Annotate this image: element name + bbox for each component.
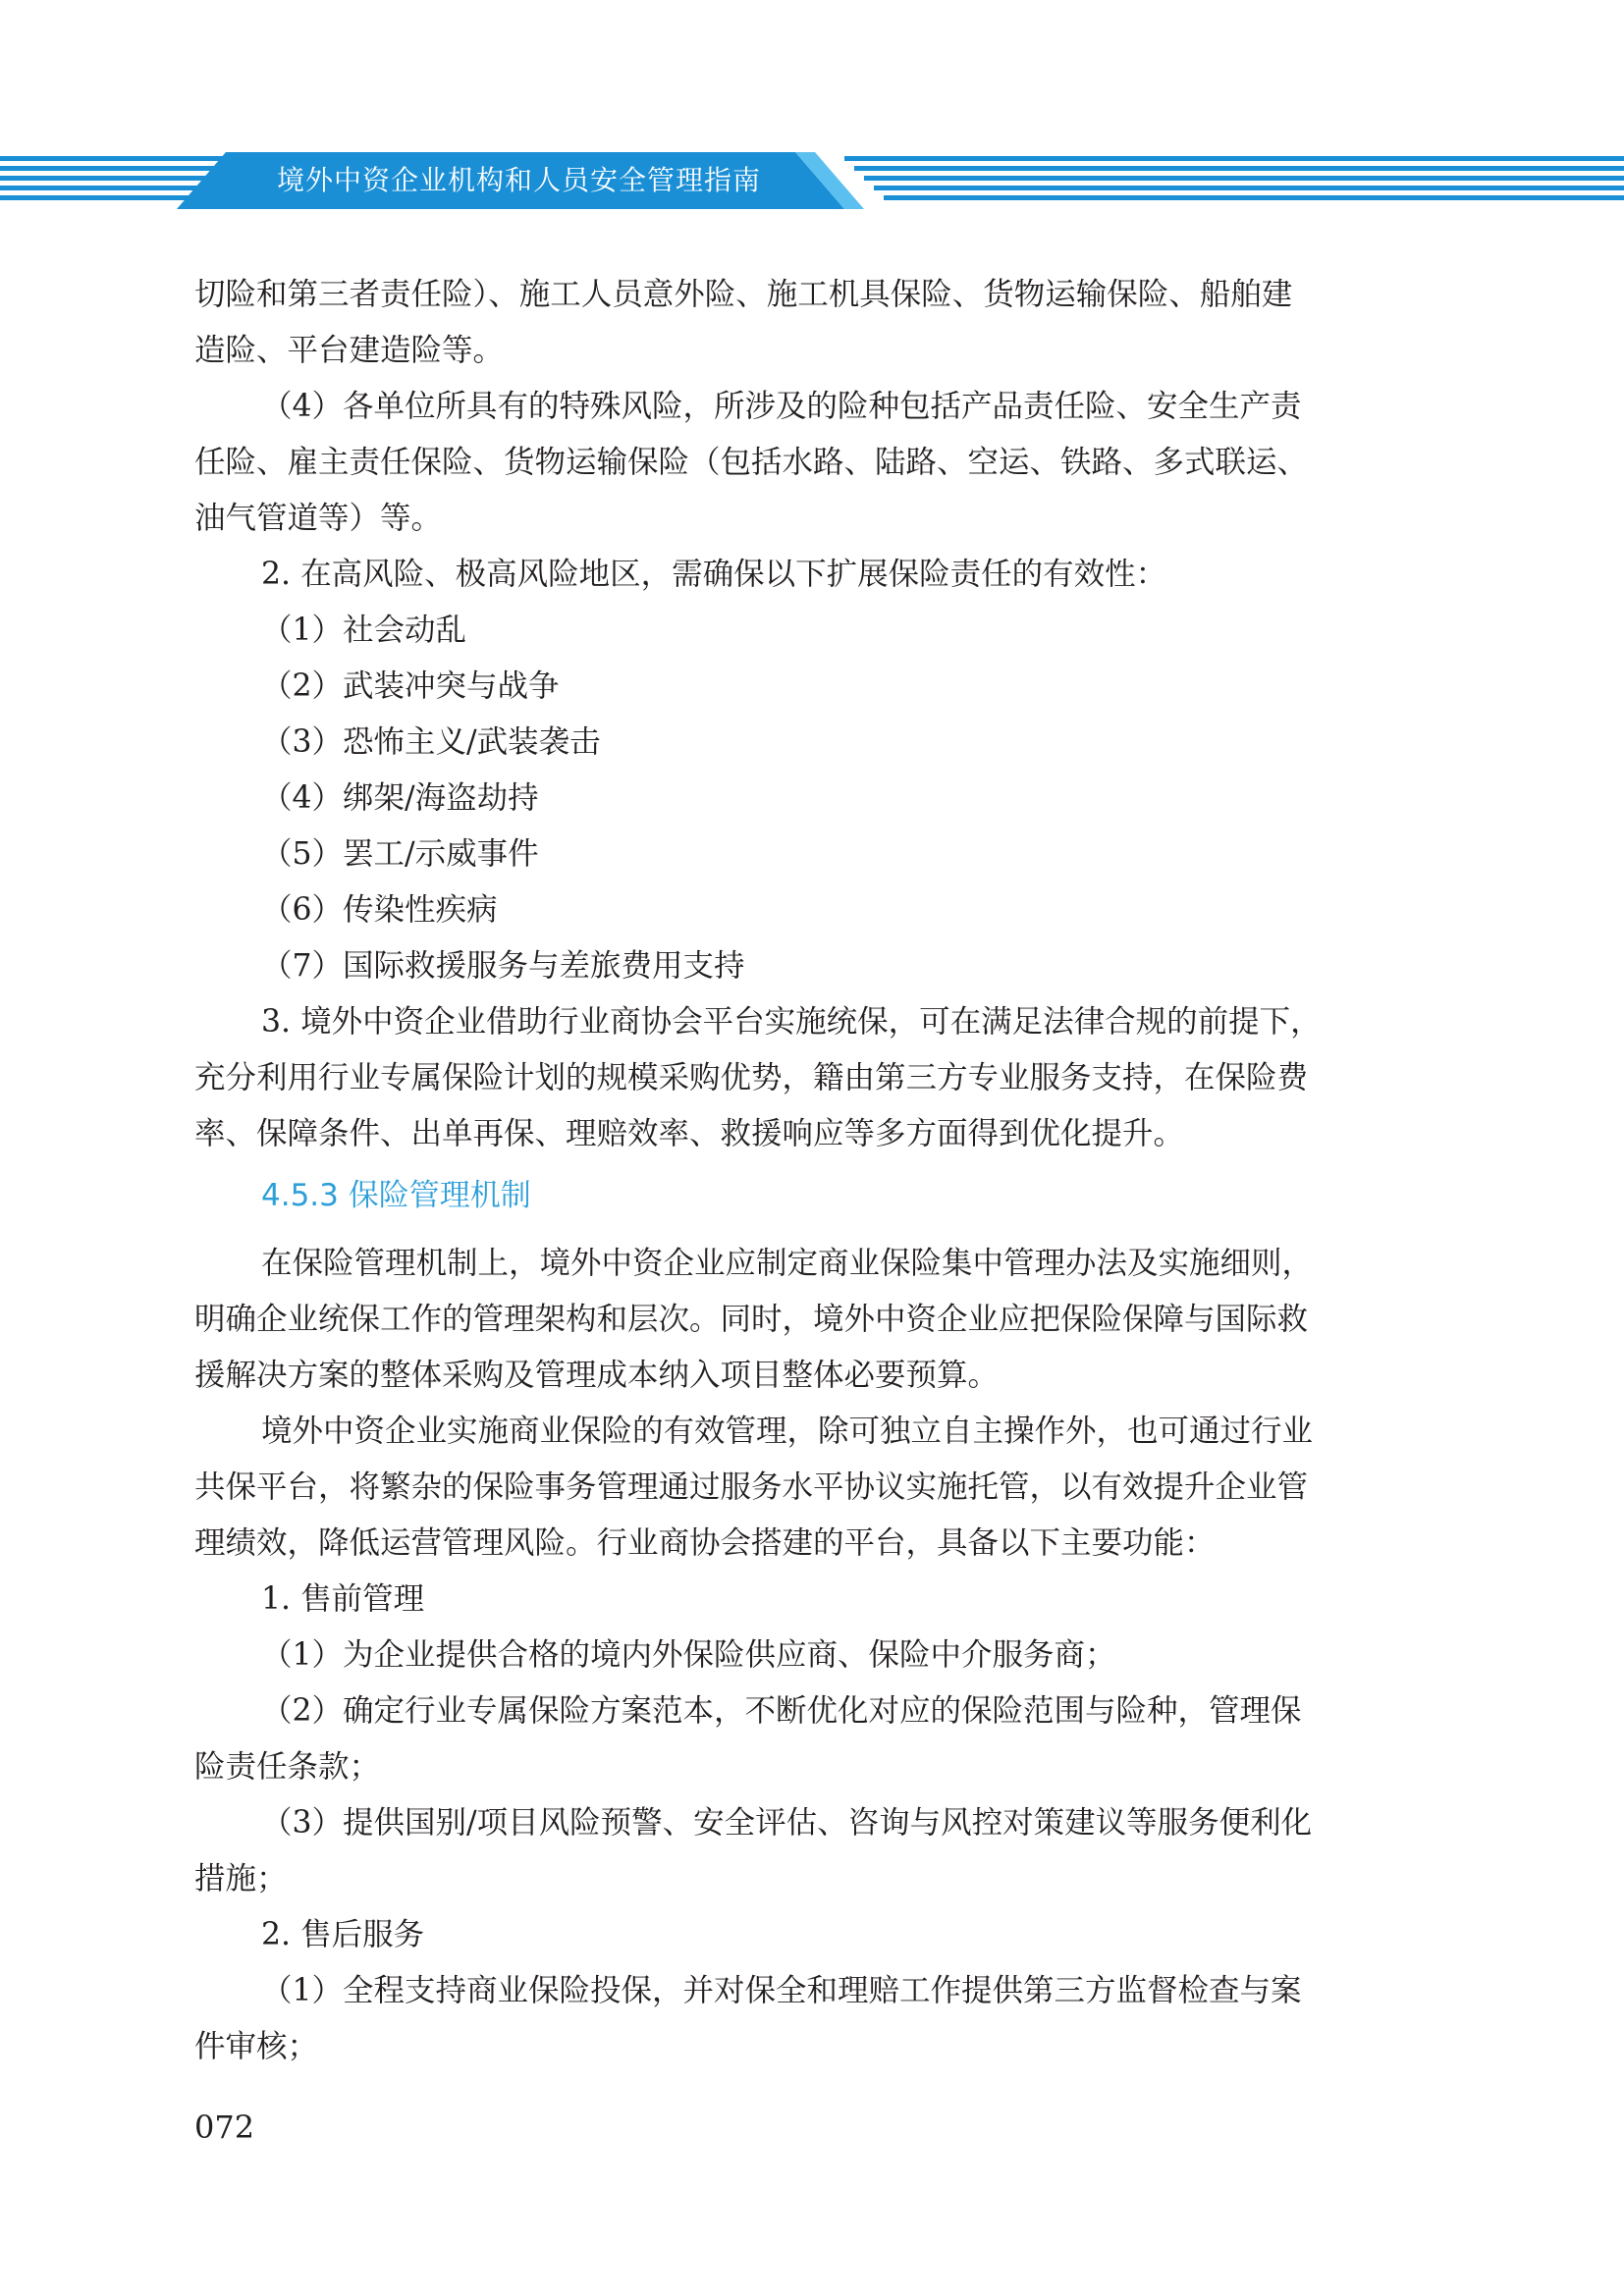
list-heading: 1. 售前管理	[261, 1581, 425, 1617]
list-item	[194, 1963, 1394, 2075]
text-line: 理绩效，降低运营管理风险。行业商协会搭建的平台，具备以下主要功能：	[194, 1525, 1216, 1561]
list-heading: 2. 在高风险、极高风险地区，需确保以下扩展保险责任的有效性：	[261, 557, 1167, 592]
list-item: （7）国际救援服务与差旅费用支持	[261, 948, 745, 984]
text-line: （3）提供国别/项目风险预警、安全评估、咨询与风控对策建议等服务便利化	[261, 1805, 1313, 1841]
list-item: （1）社会动乱	[261, 613, 467, 648]
text-line: 援解决方案的整体采购及管理成本纳入项目整体必要预算。	[194, 1358, 1000, 1393]
section-heading: 4.5.3 保险管理机制	[261, 1178, 531, 1213]
list-item: （2）武装冲突与战争	[261, 668, 560, 704]
header-stripes	[0, 152, 1624, 209]
list-item: （1）为企业提供合格的境内外保险供应商、保险中介服务商；	[261, 1637, 1116, 1673]
text-line: 在保险管理机制上，境外中资企业应制定商业保险集中管理办法及实施细则，	[261, 1246, 1314, 1281]
text-line: 造险、平台建造险等。	[194, 333, 505, 368]
text-line: 险责任条款；	[194, 1749, 381, 1785]
list-heading: 2. 售后服务	[261, 1917, 425, 1952]
paragraph	[194, 267, 1394, 379]
paragraph	[194, 379, 1394, 547]
page-body	[194, 267, 1394, 2075]
text-line: 共保平台，将繁杂的保险事务管理通过服务水平协议实施托管，以有效提升企业管	[194, 1469, 1309, 1505]
text-line: 充分利用行业专属保险计划的规模采购优势，籍由第三方专业服务支持，在保险费	[194, 1060, 1309, 1095]
list-item: （3）恐怖主义/武装袭击	[261, 724, 601, 760]
list-item: （4）绑架/海盗劫持	[261, 780, 539, 816]
list-item	[194, 1795, 1394, 1907]
text-line: 切险和第三者责任险）、施工人员意外险、施工机具保险、货物运输保险、船舶建	[194, 277, 1293, 312]
text-line: 措施；	[194, 1861, 288, 1896]
text-line: 率、保障条件、出单再保、理赔效率、救援响应等多方面得到优化提升。	[194, 1116, 1185, 1151]
text-line: 境外中资企业实施商业保险的有效管理，除可独立自主操作外，也可通过行业	[261, 1414, 1314, 1449]
paragraph	[194, 1404, 1394, 1572]
text-line: （2）确定行业专属保险方案范本，不断优化对应的保险范围与险种，管理保	[261, 1693, 1302, 1729]
text-line: （4）各单位所具有的特殊风险，所涉及的险种包括产品责任险、安全生产责	[261, 389, 1302, 424]
text-line: （1）全程支持商业保险投保，并对保全和理赔工作提供第三方监督检查与案	[261, 1973, 1302, 2008]
text-line: 油气管道等）等。	[194, 501, 443, 536]
paragraph	[194, 1236, 1394, 1404]
text-line: 任险、雇主责任保险、货物运输保险（包括水路、陆路、空运、铁路、多式联运、	[194, 445, 1309, 480]
text-line: 明确企业统保工作的管理架构和层次。同时，境外中资企业应把保险保障与国际救	[194, 1302, 1309, 1337]
list-item: （5）罢工/示威事件	[261, 836, 539, 872]
text-line: 件审核；	[194, 2029, 319, 2064]
list-item	[194, 1683, 1394, 1795]
running-header-title: 境外中资企业机构和人员安全管理指南	[277, 164, 762, 196]
header-banner	[0, 152, 1624, 209]
list-item: （6）传染性疾病	[261, 892, 498, 928]
text-line: 3. 境外中资企业借助行业商协会平台实施统保，可在满足法律合规的前提下，	[261, 1004, 1322, 1040]
page-number: 072	[194, 2109, 255, 2146]
paragraph	[194, 994, 1394, 1162]
